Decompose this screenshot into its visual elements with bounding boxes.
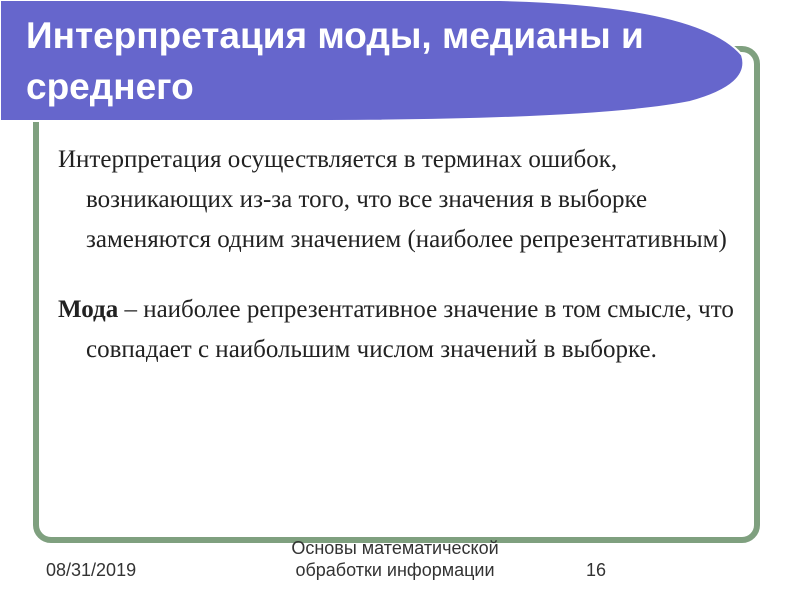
paragraph-interpretation: Интерпретация осуществляется в терминах ошибок, возникающих из-за того, что все значения в выборке заменяются одним значением (наиболее репрезентативным) [58,146,727,253]
slide-title: Интерпретация моды, медианы и среднего [26,15,644,107]
page-number: 16 [586,560,607,580]
title-banner [0,0,800,140]
footer-date: 08/31/2019 [46,560,137,580]
term-mode: Мода [58,296,119,323]
paragraph-mode [58,290,748,370]
slide-body [58,140,748,400]
footer-title: Основы математической обработки информации [291,538,499,580]
mode-definition: – наиболее репрезентативное значение в том смысле, что совпадает с наибольшим числом значений в выборке. [86,296,734,363]
